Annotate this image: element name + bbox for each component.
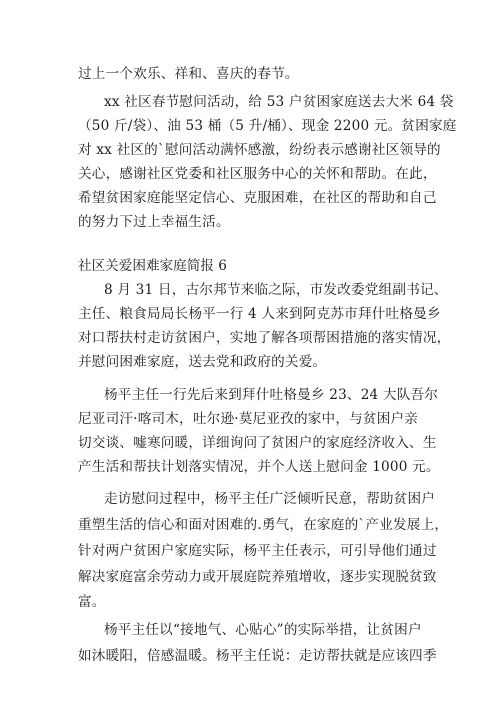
text-line: 8 月 31 日，古尔邦节来临之际，市发改委党组副书记、 bbox=[104, 282, 448, 298]
text-line: 杨平主任一行先后来到拜什吐格曼乡 23、24 大队吾尔 bbox=[104, 387, 439, 403]
text-line: 重塑生活的信心和面对困难的.勇气，在家庭的`产业发展上， bbox=[78, 517, 449, 533]
text-line: （50 斤/袋）、油 53 桶（5 升/桶）、现金 2200 元。贫困家庭 bbox=[78, 118, 457, 134]
text-line: 如沐暖阳，倍感温暖。杨平主任说：走访帮扶就是应该四季 bbox=[78, 648, 437, 664]
text-line: xx 社区春节慰问活动，给 53 户贫困家庭送去大米 64 袋 bbox=[104, 94, 454, 110]
text-line: 切交谈、嘘寒问暖，详细询问了贫困户的家庭经济收入、生 bbox=[78, 435, 437, 451]
text-line: 对 xx 社区的`慰问活动满怀感激，纷纷表示感谢社区领导的 bbox=[78, 142, 441, 158]
text-line: 希望贫困家庭能坚定信心、克服困难，在社区的帮助和自己 bbox=[78, 190, 437, 206]
text-line: 解决家庭富余劳动力或开展庭院养殖增收，逐步实现脱贫致 bbox=[78, 569, 437, 585]
text-line: 并慰问困难家庭，送去党和政府的关爱。 bbox=[78, 354, 327, 370]
text-line: 尼亚司汗·喀司木，吐尔逊·莫尼亚孜的家中，与贫困户亲 bbox=[78, 411, 419, 427]
text-line: 过上一个欢乐、祥和、喜庆的春节。 bbox=[78, 66, 299, 82]
text-line: 的努力下过上幸福生活。 bbox=[78, 214, 230, 230]
section-heading: 社区关爱困难家庭简报 6 bbox=[78, 258, 227, 274]
text-line: 主任、粮食局局长杨平一行 4 人来到阿克苏市拜什吐格曼乡 bbox=[78, 306, 441, 322]
text-line: 走访慰问过程中，杨平主任广泛倾听民意，帮助贫困户 bbox=[104, 491, 436, 507]
text-line: 杨平主任以“接地气、心贴心”的实际举措，让贫困户 bbox=[104, 622, 422, 638]
text-line: 产生活和帮扶计划落实情况，并个人送上慰问金 1000 元。 bbox=[78, 459, 440, 475]
text-line: 针对两户贫困户家庭实际，杨平主任表示，可引导他们通过 bbox=[78, 543, 437, 559]
text-line: 对口帮扶村走访贫困户，实地了解各项帮困措施的落实情况， bbox=[78, 330, 451, 346]
text-line: 富。 bbox=[78, 594, 106, 610]
text-line: 关心，感谢社区党委和社区服务中心的关怀和帮助。在此， bbox=[78, 166, 437, 182]
